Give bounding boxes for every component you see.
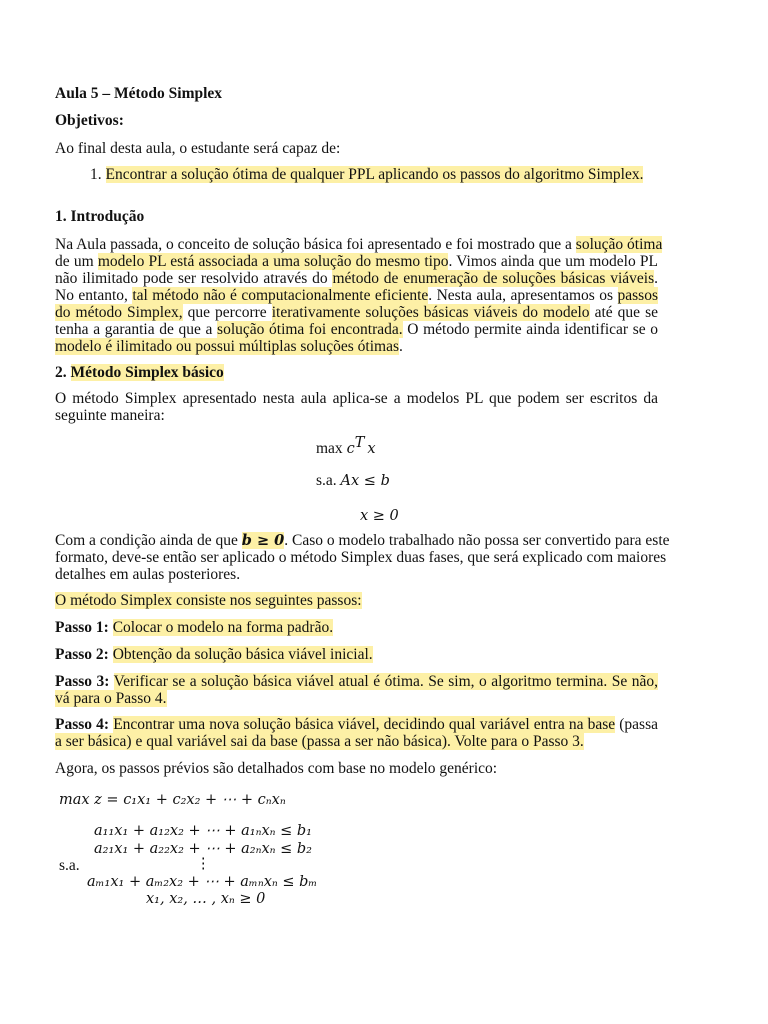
- generic-objective: max z = c₁x₁ + c₂x₂ + ⋯ + cₙxₙ: [59, 792, 286, 808]
- objective-item-text: Encontrar a solução ótima de qualquer PPL aplicando os passos do algoritmo Simplex.: [105, 166, 644, 183]
- paragraph-line: de um modelo PL está associada a uma solução do mesmo tipo. Vimos ainda que um modelo PL: [55, 253, 658, 270]
- page-title: Aula 5 – Método Simplex: [55, 85, 223, 102]
- steps-intro: O método Simplex consiste nos seguintes passos:: [55, 592, 362, 609]
- paragraph-line: não ilimitado pode ser resolvido através do método de enumeração de soluções básicas viáveis.: [55, 270, 658, 287]
- section2-paragraph-line: seguinte maneira:: [55, 407, 165, 424]
- condition-line: formato, deve-se então ser aplicado o método Simplex duas fases, que será explicado com maiores: [55, 549, 667, 566]
- objective-item-number: 1.: [90, 166, 102, 183]
- section2-paragraph-line: O método Simplex apresentado nesta aula aplica-se a modelos PL que podem ser escritos da: [55, 390, 658, 407]
- section2-heading: 2. Método Simplex básico: [55, 364, 224, 381]
- generic-constraint-1: a₁₁x₁ + a₁₂x₂ + ⋯ + a₁ₙxₙ ≤ b₁: [94, 823, 312, 839]
- generic-constraint-m: aₘ₁x₁ + aₘ₂x₂ + ⋯ + aₘₙxₙ ≤ bₘ: [87, 874, 318, 890]
- formula-constraint: s.a. Ax ≤ b: [316, 472, 390, 489]
- paragraph-line: modelo é ilimitado ou possui múltiplas soluções ótimas.: [55, 338, 403, 355]
- step-4-cont: a ser básica) e qual variável sai da base (passa a ser não básica). Volte para o Passo 3.: [55, 733, 584, 750]
- formula-objective: $\max c^T$ x: [316, 434, 376, 457]
- step-3-cont: vá para o Passo 4.: [55, 690, 167, 707]
- formula-nonnegativity: x ≥ 0: [360, 508, 399, 524]
- step-1: Passo 1: Colocar o modelo na forma padrão.: [55, 619, 334, 636]
- condition-line: Com a condição ainda de que b ≥ 0. Caso o modelo trabalhado não possa ser convertido para este: [55, 532, 670, 549]
- section1-heading: 1. Introdução: [55, 208, 145, 225]
- objectives-intro: Ao final desta aula, o estudante será capaz de:: [55, 140, 341, 157]
- paragraph-line: tenha a garantia de que a solução ótima foi encontrada. O método permite ainda identificar se o: [55, 321, 658, 338]
- objective-item: [90, 166, 670, 184]
- paragraph-line: Na Aula passada, o conceito de solução básica foi apresentado e foi mostrado que a solução ótima: [55, 236, 663, 253]
- generic-nonnegativity: x₁, x₂, … , xₙ ≥ 0: [146, 891, 266, 907]
- generic-vertical-dots: ⋮: [196, 856, 211, 872]
- generic-intro: Agora, os passos prévios são detalhados com base no modelo genérico:: [55, 760, 498, 777]
- paragraph-line: do método Simplex, que percorre iterativamente soluções básicas viáveis do modelo até que se: [55, 304, 658, 321]
- paragraph-line: No entanto, tal método não é computacionalmente eficiente. Nesta aula, apresentamos os passos: [55, 287, 658, 304]
- condition-line: detalhes em aulas posteriores.: [55, 566, 241, 583]
- generic-constraint-2: a₂₁x₁ + a₂₂x₂ + ⋯ + a₂ₙxₙ ≤ b₂: [94, 841, 312, 857]
- generic-sa-label: s.a.: [59, 857, 80, 874]
- step-3: Passo 3: Verificar se a solução básica viável atual é ótima. Se sim, o algoritmo termina. Se não,: [55, 673, 658, 690]
- step-4: Passo 4: Encontrar uma nova solução básica viável, decidindo qual variável entra na base (passa: [55, 716, 658, 733]
- step-2: Passo 2: Obtenção da solução básica viável inicial.: [55, 646, 373, 663]
- objectives-heading: Objetivos:: [55, 112, 124, 129]
